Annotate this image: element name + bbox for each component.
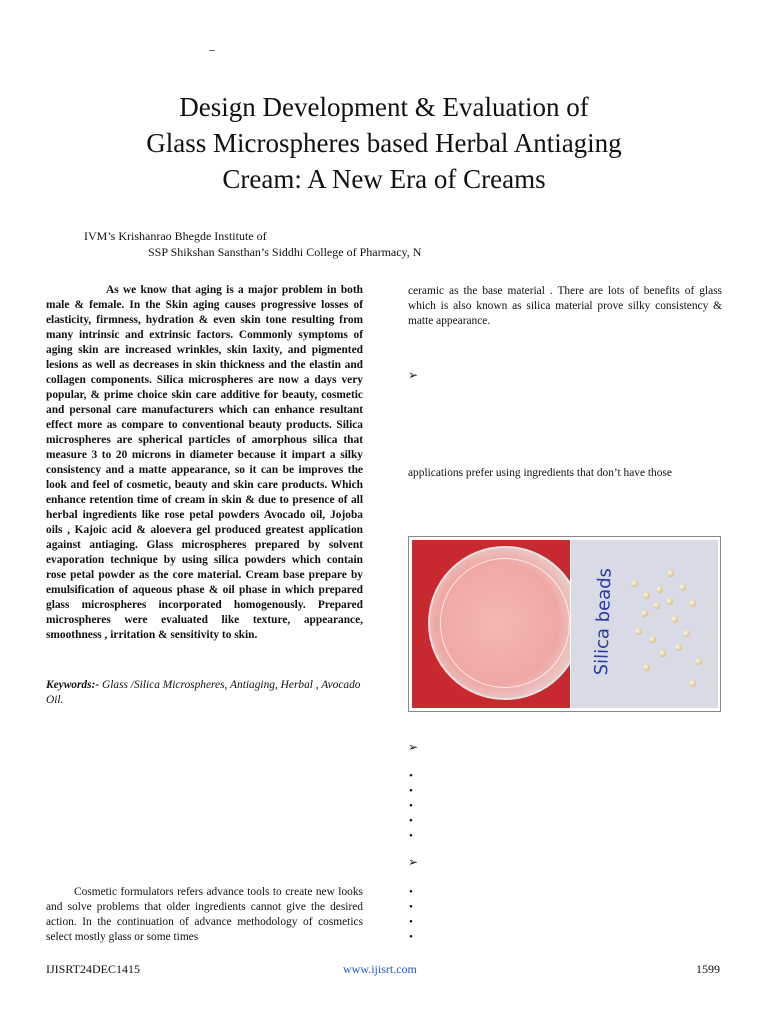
- bullet-icon: •: [409, 770, 413, 782]
- introduction-paragraph: Cosmetic formulators refers advance tools to create new looks and solve problems that older ingredients cannot give the desired action. In the continuation of advance methodology of cosmetics select mostly glass or some times: [46, 886, 363, 943]
- abstract: As we know that aging is a major problem in both male & female. In the Skin aging causes progressive losses of elasticity, firmness, hydration & even skin tone resulting from many intrinsic and extrinsic factors. Commonly symptoms of aging skin are increased wrinkles, skin laxity, and pigmented lesions as well as decreases in skin thickness and the elastin and collagen components. Silica microspheres are now a days very popular, & prime choice skin care additive for beauty, cosmetic and personal care manufacturers which can enhance resultant effect more as compare to conventional beauty products. Silica microspheres are spherical particles of amorphous silica that measure 3 to 20 microns in diameter because it impart a silky consistency and a matte appearance, so it can be improves the look and feel of cosmetic, beauty and skin care products. Which enhance retention time of cream in skin & due to presence of all herbal ingredients like rose petal powders Avocado oil, Jojoba oils , Kajoic acid & aloevera gel produced greatest application against antiaging. Glass microspheres prepared by solvent evaporation technique by using silica powders which contain rose petal powder as the core material. Cream base prepare by emulsification of aqueous phase & oil phase in which prepared glass microspheres incorporated homogenously. Prepared microspheres were evaluated like texture, appearance, smoothness , irritation & sensitivity to skin.: [46, 284, 363, 641]
- title-line-1: Design Development & Evaluation of: [179, 92, 589, 122]
- bullet-icon: •: [409, 785, 413, 797]
- arrow-bullet-icon: ➢: [408, 740, 419, 754]
- handwritten-label: Silica beads: [591, 567, 616, 676]
- footer-website-link[interactable]: www.ijisrt.com: [343, 962, 417, 976]
- bullet-icon: •: [409, 830, 413, 842]
- affiliation-1: IVM’s Krishanrao Bhegde Institute of: [84, 229, 267, 243]
- right-column-paragraph-1: ceramic as the base material . There are lots of benefits of glass which is also known as silica material prove silky consistency & matte appearance.: [408, 285, 722, 327]
- right-column-paragraph-2: applications prefer using ingredients that don’t have those: [408, 467, 672, 479]
- title-line-2: Glass Microspheres based Herbal Antiaging: [146, 128, 622, 158]
- bullet-icon: •: [409, 916, 413, 928]
- paper-title: [84, 89, 684, 197]
- affiliation-2: SSP Shikshan Sansthan’s Siddhi College of Pharmacy, N: [148, 245, 422, 259]
- bullet-icon: •: [409, 886, 413, 898]
- petri-dish-photo: [412, 540, 570, 708]
- header-mark: –: [209, 42, 215, 56]
- bullet-icon: •: [409, 901, 413, 913]
- silica-beads-photo: [571, 540, 718, 708]
- keywords: [46, 678, 363, 708]
- figure-silica-beads: [408, 536, 721, 712]
- bullet-icon: •: [409, 931, 413, 943]
- bullet-icon: •: [409, 800, 413, 812]
- keywords-label: Keywords:-: [46, 679, 100, 691]
- bullet-icon: •: [409, 815, 413, 827]
- keywords-text: Glass /Silica Microspheres, Antiaging, Herbal , Avocado Oil.: [46, 679, 361, 706]
- title-line-3: Cream: A New Era of Creams: [222, 164, 546, 194]
- arrow-bullet-icon: ➢: [408, 368, 419, 382]
- petri-dish-icon: [428, 546, 570, 700]
- footer-paper-id: IJISRT24DEC1415: [46, 962, 140, 976]
- footer-page-number: 1599: [696, 962, 720, 976]
- arrow-bullet-icon: ➢: [408, 855, 419, 869]
